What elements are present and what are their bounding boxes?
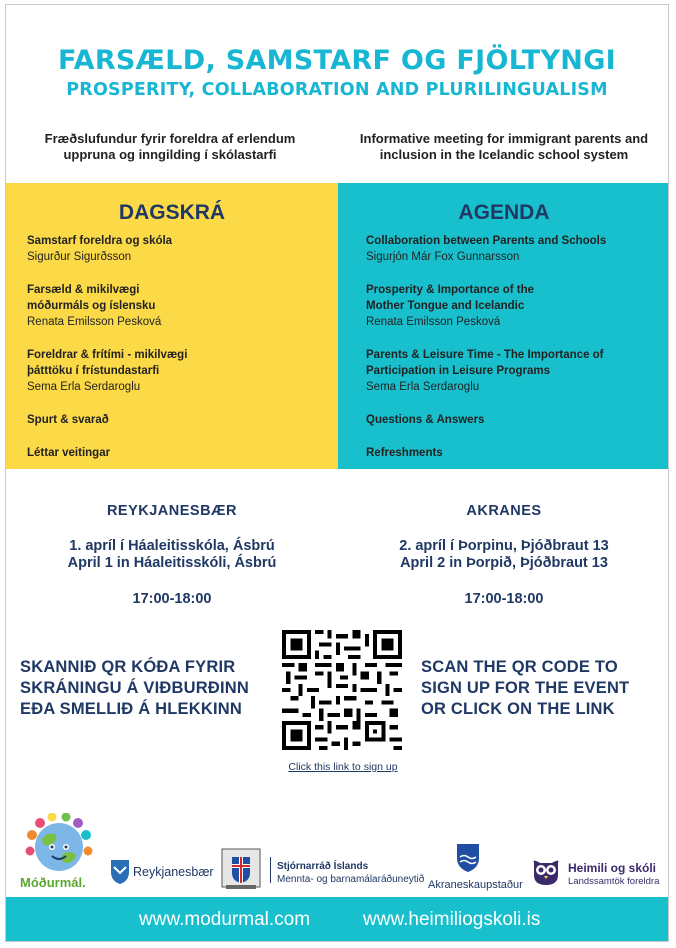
event-time-reykjanesbaer: 17:00-18:00 xyxy=(132,591,212,607)
subtitle-english xyxy=(344,131,664,163)
agenda-item-speaker: Renata Emilsson Pesková xyxy=(27,316,162,328)
event-date-reykjanesbaer xyxy=(6,538,338,572)
modurmal-logo-text: Móðurmál. xyxy=(20,875,86,890)
agenda-item xyxy=(366,347,666,395)
owl-icon xyxy=(530,855,562,887)
scan-text-icelandic xyxy=(20,657,270,720)
event-city-akranes: AKRANES xyxy=(466,503,542,519)
agenda-item xyxy=(27,282,327,330)
agenda-panel-icelandic xyxy=(6,183,338,469)
agenda-item-speaker: Sema Erla Serdaroglu xyxy=(366,381,480,393)
agenda-item-title: móðurmáls og íslensku xyxy=(27,300,156,312)
title-icelandic: FARSÆLD, SAMSTARF OG FJÖLTYNGI xyxy=(57,45,617,76)
akranes-shield-icon xyxy=(456,843,480,873)
agenda-list-is xyxy=(27,233,327,478)
event-date-is: 2. apríl í Þorpinu, Þjóðbraut 13 xyxy=(399,538,609,554)
title-english: PROSPERITY, COLLABORATION AND PLURILINGUALISM xyxy=(66,80,608,100)
modurmal-logo-icon xyxy=(18,813,100,883)
scan-en-line: OR CLICK ON THE LINK xyxy=(421,700,615,718)
stjornarrad-logo-title: Stjórnarráð Íslands xyxy=(277,861,369,872)
event-time-akranes: 17:00-18:00 xyxy=(464,591,544,607)
footer-bar xyxy=(6,897,668,942)
agenda-item-title: Farsæld & mikilvægi xyxy=(27,284,140,296)
agenda-item xyxy=(366,233,666,265)
heimili-logo-title: Heimili og skóli xyxy=(568,861,657,875)
scan-text-english xyxy=(421,657,661,720)
stjornarrad-logo-subtitle: Mennta- og barnamálaráðuneytið xyxy=(277,874,425,885)
agenda-item xyxy=(27,347,327,395)
event-date-akranes xyxy=(338,538,669,572)
partner-logos xyxy=(6,813,668,898)
subtitle-icelandic xyxy=(10,131,330,163)
agenda-item-title: Collaboration between Parents and Schools xyxy=(366,235,607,247)
divider xyxy=(270,857,271,883)
agenda-item xyxy=(27,233,327,265)
subtitle-en-line-1: Informative meeting for immigrant parents and xyxy=(359,131,649,146)
event-date-en: April 1 in Háaleitisskóli, Ásbrú xyxy=(67,555,277,571)
signup-link[interactable]: Click this link to sign up xyxy=(288,761,398,773)
event-city-reykjanesbaer: REYKJANESBÆR xyxy=(106,503,238,519)
agenda-item-speaker: Sigurjón Már Fox Gunnarsson xyxy=(366,251,520,263)
agenda-item xyxy=(27,412,327,428)
agenda-item-title: Participation in Leisure Programs xyxy=(366,365,551,377)
agenda-item-speaker: Sema Erla Serdaroglu xyxy=(27,381,141,393)
scan-en-line: SIGN UP FOR THE EVENT xyxy=(421,679,630,697)
agenda-item-title: Questions & Answers xyxy=(366,414,485,426)
subtitle-en-line-2: inclusion in the Icelandic school system xyxy=(379,147,629,162)
footer-link-heimiliogskoli[interactable]: www.heimiliogskoli.is xyxy=(363,909,541,930)
subtitle-is-line-2: uppruna og inngilding í skólastarfi xyxy=(63,147,277,162)
agenda-item xyxy=(27,445,327,461)
agenda-item-title: Spurt & svarað xyxy=(27,414,109,426)
agenda-list-en xyxy=(366,233,666,478)
reykjanesbaer-logo-text: Reykjanesbær xyxy=(133,865,214,879)
scan-is-line: SKANNIÐ QR KÓÐA FYRIR xyxy=(20,658,236,676)
agenda-item-title: Prosperity & Importance of the xyxy=(366,284,535,296)
reykjanesbaer-shield-icon xyxy=(110,859,130,885)
scan-en-line: SCAN THE QR CODE TO xyxy=(421,658,618,676)
flyer-page xyxy=(5,4,669,942)
agenda-item xyxy=(366,282,666,330)
event-date-en: April 2 in Þorpið, Þjóðbraut 13 xyxy=(400,555,608,571)
scan-is-line: SKRÁNINGU Á VIÐBURÐINN xyxy=(20,679,249,697)
agenda-item-title: Refreshments xyxy=(366,447,443,459)
agenda-item-speaker: Renata Emilsson Pesková xyxy=(366,316,501,328)
agenda-heading-is: DAGSKRÁ xyxy=(118,201,226,224)
qr-code-icon[interactable] xyxy=(282,630,402,750)
agenda-item-speaker: Sigurður Sigurðsson xyxy=(27,251,132,263)
agenda-item-title: þátttöku í frístundastarfi xyxy=(27,365,160,377)
subtitle-is-line-1: Fræðslufundur fyrir foreldra af erlendum xyxy=(44,131,296,146)
agenda-item-title: Léttar veitingar xyxy=(27,447,111,459)
footer-link-modurmal[interactable]: www.modurmal.com xyxy=(139,909,311,930)
agenda-item xyxy=(366,412,666,428)
agenda-item-title: Mother Tongue and Icelandic xyxy=(366,300,525,312)
event-date-is: 1. apríl í Háaleitisskóla, Ásbrú xyxy=(69,538,275,554)
agenda-item-title: Foreldrar & frítími - mikilvægi xyxy=(27,349,188,361)
iceland-coat-of-arms-icon xyxy=(218,847,264,891)
agenda-panel-english xyxy=(338,183,669,469)
scan-is-line: EÐA SMELLIÐ Á HLEKKINN xyxy=(20,700,242,718)
heimili-logo-subtitle: Landssamtök foreldra xyxy=(568,876,660,887)
akranes-logo-text: Akraneskaupstaður xyxy=(428,879,523,891)
agenda-item-title: Parents & Leisure Time - The Importance of xyxy=(366,349,604,361)
agenda-item-title: Samstarf foreldra og skóla xyxy=(27,235,173,247)
agenda-item xyxy=(366,445,666,461)
agenda-heading-en: AGENDA xyxy=(458,201,550,224)
